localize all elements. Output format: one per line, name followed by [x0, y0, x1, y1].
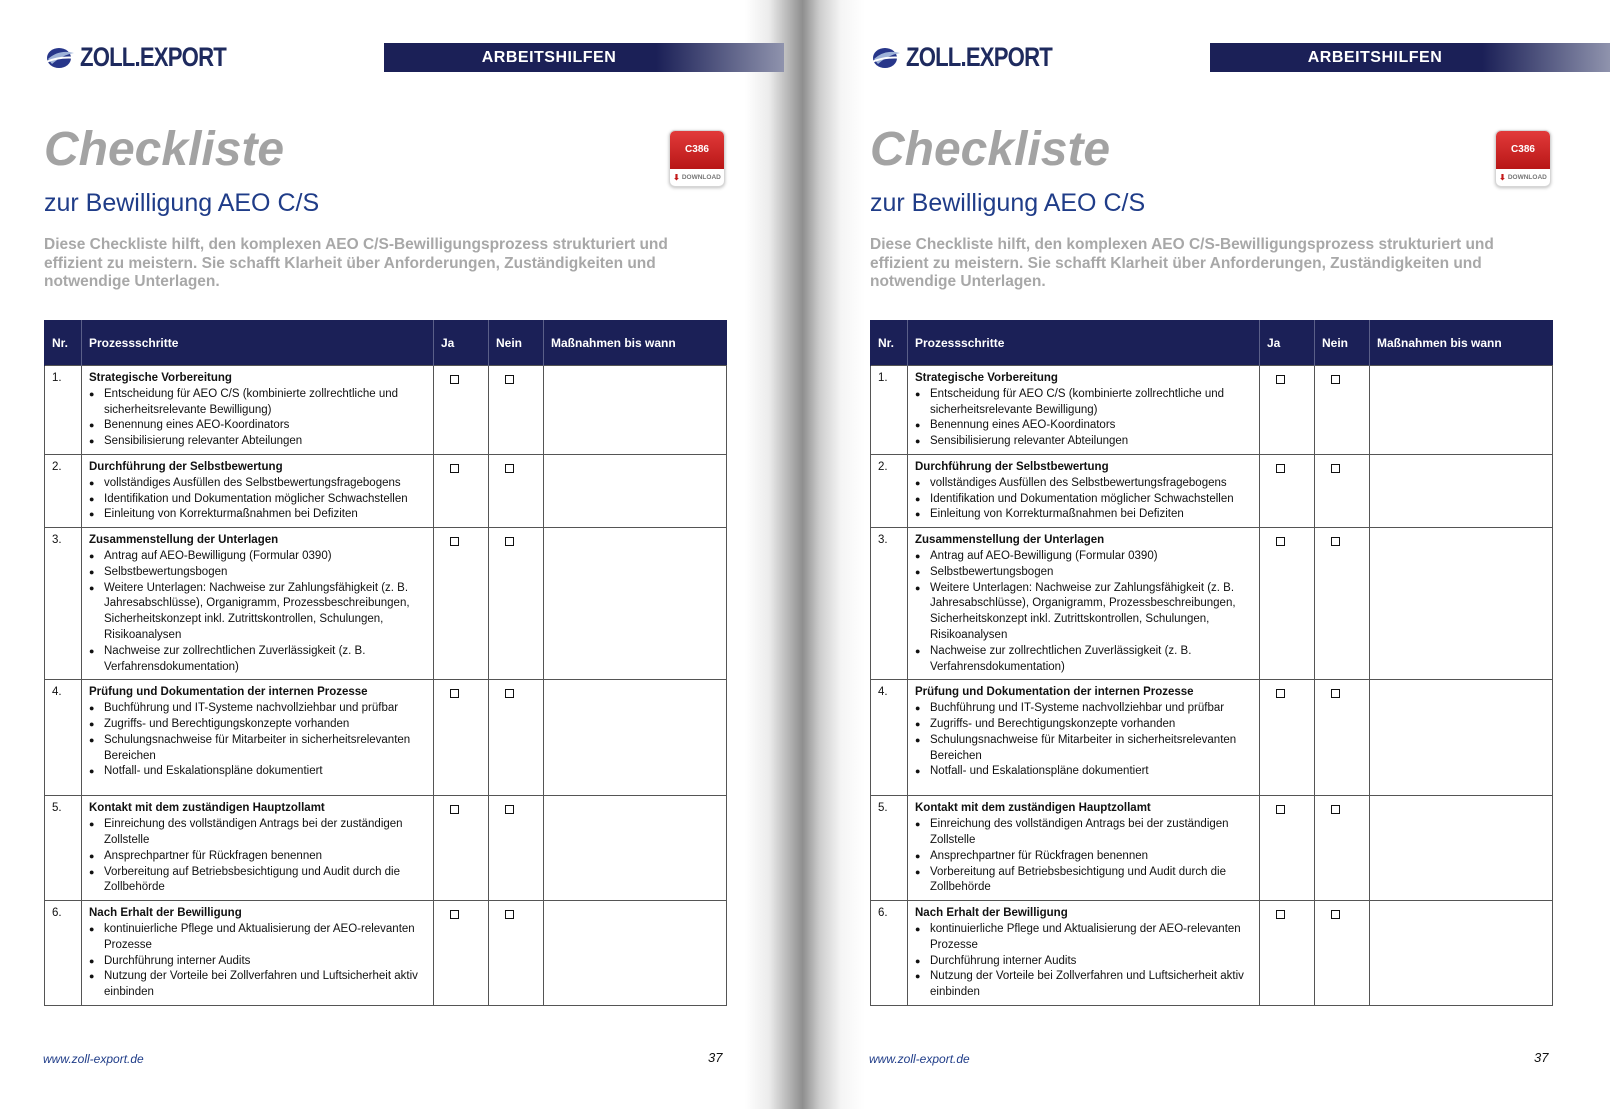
process-step-cell: [908, 796, 1260, 901]
step-title: Prüfung und Dokumentation der internen Prozesse: [915, 686, 1194, 699]
ja-checkbox[interactable]: [450, 375, 459, 384]
document-intro: Diese Checkliste hilft, den komplexen AEO C/S-Bewilligungsprozess strukturiert und effizient zu meistern. Sie schafft Klarheit über Anforderungen, Zuständigkeiten und notwendige Unterlagen.: [870, 236, 1494, 290]
ja-cell: [434, 796, 489, 901]
section-label: ARBEITSHILFEN: [1307, 49, 1443, 66]
ja-checkbox[interactable]: [450, 910, 459, 919]
ja-checkbox[interactable]: [450, 464, 459, 473]
nein-cell: [1315, 680, 1370, 796]
list-item: ● Notfall- und Eskalationspläne dokumentiert: [89, 764, 426, 780]
process-step-cell: [82, 796, 434, 901]
step-title: Kontakt mit dem zuständigen Hauptzollamt: [89, 802, 325, 815]
list-item: ● Antrag auf AEO-Bewilligung (Formular 0390): [89, 549, 426, 565]
ja-checkbox[interactable]: [450, 537, 459, 546]
section-header-bar: [1210, 43, 1610, 72]
list-item: ● Schulungsnachweise für Mitarbeiter in sicherheitsrelevanten Bereichen: [89, 733, 426, 765]
massnahmen-cell[interactable]: [1370, 528, 1553, 680]
massnahmen-cell[interactable]: [1370, 454, 1553, 527]
row-number: 6.: [871, 901, 908, 1006]
nein-checkbox[interactable]: [1331, 910, 1340, 919]
massnahmen-cell[interactable]: [1370, 901, 1553, 1006]
step-title: Strategische Vorbereitung: [89, 372, 232, 384]
table-row: [871, 366, 1553, 455]
ja-checkbox[interactable]: [1276, 537, 1285, 546]
list-item: ● Notfall- und Eskalationspläne dokumentiert: [915, 764, 1252, 780]
right-page: [826, 0, 1611, 1109]
header-prozessschritte: Prozessschritte: [908, 320, 1260, 366]
massnahmen-cell[interactable]: [544, 796, 727, 901]
step-title: Zusammenstellung der Unterlagen: [915, 534, 1105, 547]
row-number: 4.: [45, 680, 82, 796]
ja-checkbox[interactable]: [1276, 805, 1285, 814]
ja-cell: [434, 366, 489, 455]
step-items: [89, 701, 426, 780]
globe-icon: [44, 44, 78, 70]
table-row: [45, 366, 727, 455]
step-title: Zusammenstellung der Unterlagen: [89, 534, 279, 547]
table-header-row: [871, 320, 1553, 366]
massnahmen-cell[interactable]: [544, 528, 727, 680]
massnahmen-cell[interactable]: [1370, 366, 1553, 455]
list-item: ● Zugriffs- und Berechtigungskonzepte vorhanden: [915, 717, 1252, 733]
ja-checkbox[interactable]: [1276, 464, 1285, 473]
list-item: ● Entscheidung für AEO C/S (kombinierte zollrechtliche und sicherheitsrelevante Bewilligung): [89, 387, 426, 419]
row-number: 1.: [45, 366, 82, 455]
list-item: ● Identifikation und Dokumentation möglicher Schwachstellen: [915, 492, 1252, 508]
nein-cell: [1315, 901, 1370, 1006]
step-items: [915, 387, 1252, 450]
table-row: [871, 680, 1553, 796]
header-ja: Ja: [1260, 320, 1315, 366]
section-header-bar: [384, 43, 784, 72]
table-row: [45, 454, 727, 527]
list-item: ● Sensibilisierung relevanter Abteilungen: [89, 434, 426, 450]
list-item: ● Vorbereitung auf Betriebsbesichtigung und Audit durch die Zollbehörde: [915, 865, 1252, 897]
step-items: [89, 476, 426, 523]
list-item: ● Sensibilisierung relevanter Abteilungen: [915, 434, 1252, 450]
table-row: [45, 528, 727, 680]
row-number: 2.: [45, 454, 82, 527]
section-label: ARBEITSHILFEN: [481, 49, 617, 66]
header-nr: Nr.: [871, 320, 908, 366]
ja-cell: [434, 528, 489, 680]
nein-checkbox[interactable]: [505, 464, 514, 473]
table-row: [45, 796, 727, 901]
table-row: [871, 901, 1553, 1006]
list-item: ● vollständiges Ausfüllen des Selbstbewertungsfragebogens: [89, 476, 426, 492]
row-number: 6.: [45, 901, 82, 1006]
ja-checkbox[interactable]: [450, 805, 459, 814]
nein-checkbox[interactable]: [505, 910, 514, 919]
ja-cell: [1260, 796, 1315, 901]
table-row: [871, 796, 1553, 901]
nein-checkbox[interactable]: [505, 375, 514, 384]
step-title: Durchführung der Selbstbewertung: [89, 460, 283, 473]
row-number: 5.: [45, 796, 82, 901]
row-number: 3.: [871, 528, 908, 680]
list-item: ● Ansprechpartner für Rückfragen benennen: [89, 849, 426, 865]
row-number: 3.: [45, 528, 82, 680]
ja-checkbox[interactable]: [1276, 375, 1285, 384]
ja-cell: [1260, 680, 1315, 796]
list-item: ● Selbstbewertungsbogen: [915, 565, 1252, 581]
list-item: ● Weitere Unterlagen: Nachweise zur Zahlungsfähigkeit (z. B. Jahresabschlüsse), Organigramm, Prozessbeschreibungen, Sicherheitskonzept inkl. Zutrittskontrollen, Schulungen, Risikoanalysen: [915, 581, 1252, 644]
list-item: ● vollständiges Ausfüllen des Selbstbewertungsfragebogens: [915, 476, 1252, 492]
header-massnahmen: Maßnahmen bis wann: [1370, 320, 1553, 366]
list-item: ● Entscheidung für AEO C/S (kombinierte zollrechtliche und sicherheitsrelevante Bewilligung): [915, 387, 1252, 419]
step-title: Prüfung und Dokumentation der internen Prozesse: [89, 686, 368, 699]
left-page: [0, 0, 805, 1109]
step-items: [915, 817, 1252, 896]
list-item: ● Durchführung interner Audits: [89, 954, 426, 970]
download-code: C386: [670, 131, 724, 169]
list-item: ● Nutzung der Vorteile bei Zollverfahren und Luftsicherheit aktiv einbinden: [89, 969, 426, 1001]
list-item: ● Durchführung interner Audits: [915, 954, 1252, 970]
list-item: ● Einleitung von Korrekturmaßnahmen bei Defiziten: [915, 507, 1252, 523]
nein-checkbox[interactable]: [505, 689, 514, 698]
footer-url[interactable]: www.zoll-export.de: [869, 1052, 970, 1066]
header-prozessschritte: Prozessschritte: [82, 320, 434, 366]
header-nr: Nr.: [45, 320, 82, 366]
list-item: ● Einleitung von Korrekturmaßnahmen bei Defiziten: [89, 507, 426, 523]
nein-cell: [489, 901, 544, 1006]
list-item: ● Benennung eines AEO-Koordinators: [89, 418, 426, 434]
row-number: 1.: [871, 366, 908, 455]
process-step-cell: [82, 680, 434, 796]
nein-checkbox[interactable]: [1331, 375, 1340, 384]
checklist-table: [870, 320, 1553, 1006]
nein-checkbox[interactable]: [505, 537, 514, 546]
table-row: [45, 901, 727, 1006]
massnahmen-cell[interactable]: [544, 680, 727, 796]
list-item: ● Nutzung der Vorteile bei Zollverfahren und Luftsicherheit aktiv einbinden: [915, 969, 1252, 1001]
download-code: C386: [1496, 131, 1550, 169]
step-items: [915, 922, 1252, 1001]
header-massnahmen: Maßnahmen bis wann: [544, 320, 727, 366]
logo-text: ZOLL.EXPORT: [80, 41, 226, 72]
download-arrow-icon: ⬇: [1499, 173, 1506, 182]
process-step-cell: [908, 454, 1260, 527]
nein-cell: [1315, 796, 1370, 901]
nein-checkbox[interactable]: [1331, 537, 1340, 546]
table-row: [45, 680, 727, 796]
step-items: [89, 922, 426, 1001]
massnahmen-cell[interactable]: [544, 454, 727, 527]
nein-checkbox[interactable]: [1331, 689, 1340, 698]
process-step-cell: [82, 366, 434, 455]
table-body: [45, 366, 727, 1006]
list-item: ● Buchführung und IT-Systeme nachvollziehbar und prüfbar: [915, 701, 1252, 717]
page-number: 37: [1534, 1050, 1549, 1065]
massnahmen-cell[interactable]: [1370, 680, 1553, 796]
list-item: ● Benennung eines AEO-Koordinators: [915, 418, 1252, 434]
step-items: [89, 549, 426, 675]
row-number: 4.: [871, 680, 908, 796]
ja-cell: [434, 901, 489, 1006]
document-subtitle: zur Bewilligung AEO C/S: [44, 189, 320, 217]
process-step-cell: [908, 901, 1260, 1006]
header-ja: Ja: [434, 320, 489, 366]
document-title: Checkliste: [44, 123, 285, 176]
list-item: ● Einreichung des vollständigen Antrags bei der zuständigen Zollstelle: [915, 817, 1252, 849]
process-step-cell: [82, 454, 434, 527]
step-items: [915, 549, 1252, 675]
process-step-cell: [908, 680, 1260, 796]
step-title: Durchführung der Selbstbewertung: [915, 460, 1109, 473]
ja-cell: [434, 454, 489, 527]
ja-cell: [1260, 901, 1315, 1006]
step-title: Strategische Vorbereitung: [915, 372, 1058, 384]
globe-icon: [870, 44, 904, 70]
list-item: ● Selbstbewertungsbogen: [89, 565, 426, 581]
checklist-table: [44, 320, 727, 1006]
list-item: ● Einreichung des vollständigen Antrags bei der zuständigen Zollstelle: [89, 817, 426, 849]
step-items: [89, 387, 426, 450]
list-item: ● Zugriffs- und Berechtigungskonzepte vorhanden: [89, 717, 426, 733]
document-subtitle: zur Bewilligung AEO C/S: [870, 189, 1146, 217]
step-title: Nach Erhalt der Bewilligung: [915, 907, 1068, 920]
ja-checkbox[interactable]: [1276, 910, 1285, 919]
massnahmen-cell[interactable]: [544, 901, 727, 1006]
nein-cell: [1315, 454, 1370, 527]
zoll-export-logo: [44, 40, 258, 74]
process-step-cell: [908, 366, 1260, 455]
ja-cell: [1260, 528, 1315, 680]
nein-checkbox[interactable]: [505, 805, 514, 814]
process-step-cell: [82, 901, 434, 1006]
ja-cell: [1260, 454, 1315, 527]
download-label: DOWNLOAD: [681, 174, 721, 181]
document-title: Checkliste: [870, 123, 1111, 176]
table-body: [871, 366, 1553, 1006]
footer-url[interactable]: www.zoll-export.de: [43, 1052, 144, 1066]
process-step-cell: [82, 528, 434, 680]
download-badge[interactable]: [1495, 130, 1551, 187]
nein-cell: [489, 454, 544, 527]
list-item: ● Identifikation und Dokumentation möglicher Schwachstellen: [89, 492, 426, 508]
ja-checkbox[interactable]: [1276, 689, 1285, 698]
nein-cell: [489, 528, 544, 680]
nein-checkbox[interactable]: [1331, 805, 1340, 814]
massnahmen-cell[interactable]: [544, 366, 727, 455]
nein-cell: [1315, 366, 1370, 455]
table-header-row: [45, 320, 727, 366]
list-item: ● Ansprechpartner für Rückfragen benennen: [915, 849, 1252, 865]
header-nein: Nein: [1315, 320, 1370, 366]
step-items: [89, 817, 426, 896]
massnahmen-cell[interactable]: [1370, 796, 1553, 901]
nein-cell: [489, 366, 544, 455]
ja-cell: [434, 680, 489, 796]
process-step-cell: [908, 528, 1260, 680]
step-title: Nach Erhalt der Bewilligung: [89, 907, 242, 920]
list-item: ● Buchführung und IT-Systeme nachvollziehbar und prüfbar: [89, 701, 426, 717]
logo-text: ZOLL.EXPORT: [906, 41, 1052, 72]
ja-checkbox[interactable]: [450, 689, 459, 698]
download-arrow-icon: ⬇: [673, 173, 680, 182]
list-item: ● Antrag auf AEO-Bewilligung (Formular 0390): [915, 549, 1252, 565]
list-item: ● Schulungsnachweise für Mitarbeiter in sicherheitsrelevanten Bereichen: [915, 733, 1252, 765]
nein-checkbox[interactable]: [1331, 464, 1340, 473]
list-item: ● kontinuierliche Pflege und Aktualisierung der AEO-relevanten Prozesse: [89, 922, 426, 954]
table-row: [871, 528, 1553, 680]
list-item: ● Vorbereitung auf Betriebsbesichtigung und Audit durch die Zollbehörde: [89, 865, 426, 897]
header-nein: Nein: [489, 320, 544, 366]
ja-cell: [1260, 366, 1315, 455]
download-label: DOWNLOAD: [1507, 174, 1547, 181]
nein-cell: [1315, 528, 1370, 680]
row-number: 5.: [871, 796, 908, 901]
page-number: 37: [708, 1050, 723, 1065]
step-items: [915, 476, 1252, 523]
step-items: [915, 701, 1252, 780]
list-item: ● kontinuierliche Pflege und Aktualisierung der AEO-relevanten Prozesse: [915, 922, 1252, 954]
list-item: ● Nachweise zur zollrechtlichen Zuverlässigkeit (z. B. Verfahrensdokumentation): [89, 644, 426, 676]
document-intro: Diese Checkliste hilft, den komplexen AEO C/S-Bewilligungsprozess strukturiert und effizient zu meistern. Sie schafft Klarheit über Anforderungen, Zuständigkeiten und notwendige Unterlagen.: [44, 236, 668, 290]
row-number: 2.: [871, 454, 908, 527]
zoll-export-logo: [870, 40, 1084, 74]
list-item: ● Nachweise zur zollrechtlichen Zuverlässigkeit (z. B. Verfahrensdokumentation): [915, 644, 1252, 676]
table-row: [871, 454, 1553, 527]
list-item: ● Weitere Unterlagen: Nachweise zur Zahlungsfähigkeit (z. B. Jahresabschlüsse), Organigramm, Prozessbeschreibungen, Sicherheitskonzept inkl. Zutrittskontrollen, Schulungen, Risikoanalysen: [89, 581, 426, 644]
nein-cell: [489, 680, 544, 796]
step-title: Kontakt mit dem zuständigen Hauptzollamt: [915, 802, 1151, 815]
nein-cell: [489, 796, 544, 901]
download-badge[interactable]: [669, 130, 725, 187]
